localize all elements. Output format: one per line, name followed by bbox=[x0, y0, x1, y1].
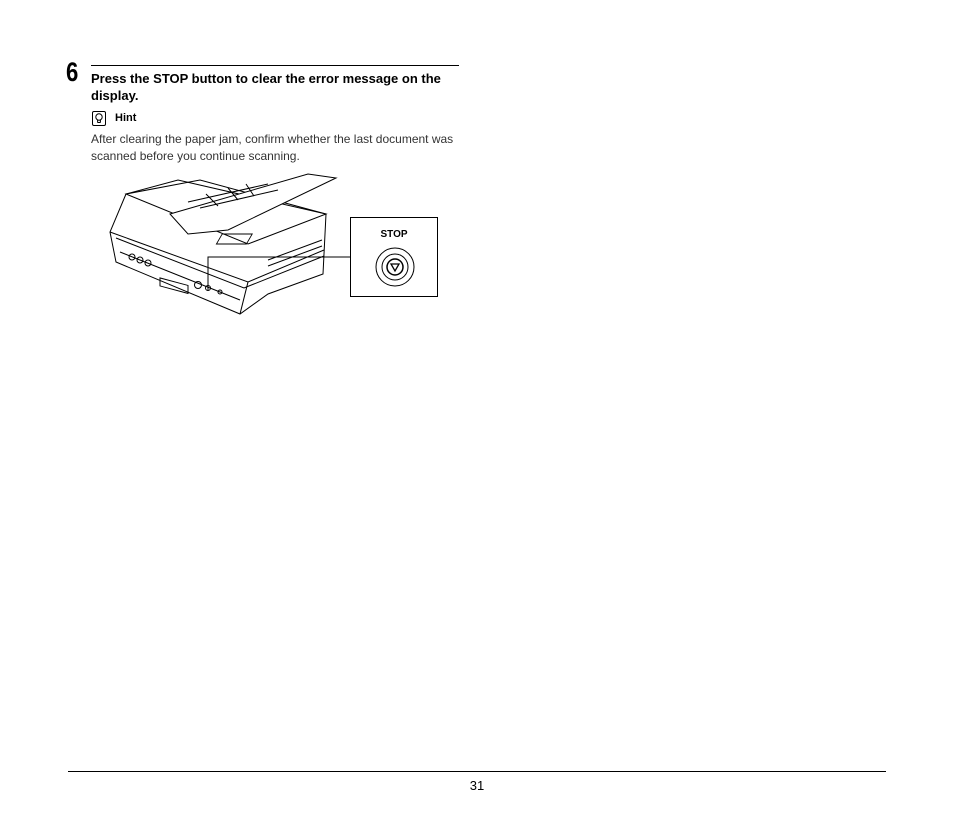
stop-button-icon bbox=[374, 246, 416, 288]
lightbulb-icon bbox=[92, 111, 106, 126]
hint-text: After clearing the paper jam, confirm whether the last document was scanned before you continue scanning. bbox=[91, 132, 454, 163]
step-instruction: Press the STOP button to clear the error message on the display. bbox=[91, 71, 441, 103]
callout-leader-line bbox=[200, 255, 352, 295]
stop-button-callout bbox=[350, 217, 438, 297]
stop-label: STOP bbox=[380, 229, 408, 240]
hint-label: Hint bbox=[115, 112, 137, 124]
step-divider bbox=[91, 65, 459, 66]
footer-divider bbox=[68, 771, 886, 772]
scanner-illustration bbox=[108, 172, 358, 317]
step-number: 6 bbox=[66, 57, 79, 87]
page-number: 31 bbox=[469, 778, 485, 793]
